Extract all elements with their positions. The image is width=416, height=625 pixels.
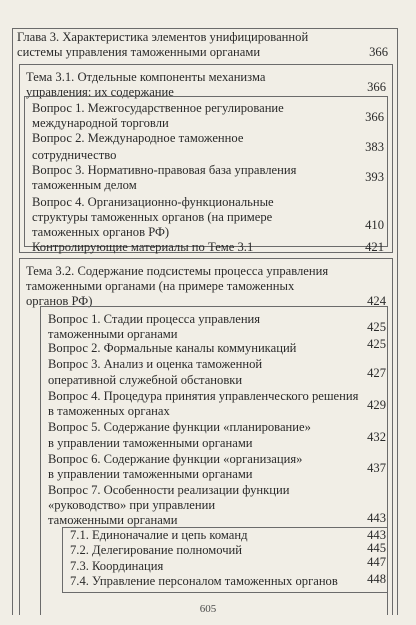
topic1-title-line-1: Тема 3.1. Отдельные компоненты механизма bbox=[26, 70, 266, 84]
t1-q3-line-2: таможенным делом bbox=[32, 178, 137, 192]
sub-7-4: 7.4. Управление персоналом таможенных органов bbox=[70, 574, 338, 588]
t2-q7-line-1: Вопрос 7. Особенности реализации функции bbox=[48, 483, 290, 497]
t2-q5-line-2: в управлении таможенными органами bbox=[48, 436, 253, 450]
t2-q4-line-2: в таможенных органах bbox=[48, 404, 170, 418]
page-number: 605 bbox=[199, 603, 217, 615]
t1-q4-line-2: структуры таможенных органов (на примере bbox=[32, 210, 273, 224]
chapter-title-line-1: Глава 3. Характеристика элементов унифицированной bbox=[17, 30, 309, 44]
topic2-title-line-2: таможенными органами (на примере таможенных bbox=[26, 279, 295, 293]
t2-q1-line-2: таможенными органами bbox=[48, 327, 178, 341]
t2-q6-line-1: Вопрос 6. Содержание функции «организация» bbox=[48, 452, 303, 466]
t1-q4-page: 410 bbox=[365, 218, 384, 232]
sub-7-2: 7.2. Делегирование полномочий bbox=[70, 543, 243, 557]
sub-7-1-page: 443 bbox=[367, 528, 386, 542]
t2-q7-line-3: таможенными органами bbox=[48, 513, 178, 527]
t2-q4-line-1: Вопрос 4. Процедура принятия управленческого решения bbox=[48, 389, 359, 403]
t2-q1-line-1: Вопрос 1. Стадии процесса управления bbox=[48, 312, 261, 326]
t1-q3-line-1: Вопрос 3. Нормативно-правовая база управления bbox=[32, 163, 297, 177]
t1-control-page: 421 bbox=[365, 240, 384, 254]
t2-q7-page: 443 bbox=[367, 511, 386, 525]
topic1-title-line-2: управления: их содержание bbox=[26, 85, 174, 99]
t2-q2-line-1: Вопрос 2. Формальные каналы коммуникаций bbox=[48, 341, 297, 355]
topic1-page: 366 bbox=[367, 80, 386, 94]
t1-q1-line-2: международной торговли bbox=[32, 116, 169, 130]
topic2-page: 424 bbox=[367, 294, 386, 308]
t1-q1-page: 366 bbox=[365, 110, 384, 124]
topic2-title-line-3: органов РФ) bbox=[26, 294, 93, 308]
topic2-title-line-1: Тема 3.2. Содержание подсистемы процесса управления bbox=[26, 264, 329, 278]
t1-q4-line-3: таможенных органов РФ) bbox=[32, 225, 170, 239]
t1-q3-page: 393 bbox=[365, 170, 384, 184]
sub-7-4-page: 448 bbox=[367, 572, 386, 586]
chapter-page: 366 bbox=[369, 45, 388, 59]
t1-q4-line-1: Вопрос 4. Организационно-функциональные bbox=[32, 195, 274, 209]
t1-q2-line-2: сотрудничество bbox=[32, 148, 117, 162]
t2-q6-line-2: в управлении таможенными органами bbox=[48, 467, 253, 481]
t2-q2-page: 425 bbox=[367, 337, 386, 351]
sub-7-3: 7.3. Координация bbox=[70, 559, 164, 573]
t2-q3-line-1: Вопрос 3. Анализ и оценка таможенной bbox=[48, 357, 263, 371]
t2-q5-line-1: Вопрос 5. Содержание функции «планирование» bbox=[48, 420, 311, 434]
t2-q1-page: 425 bbox=[367, 320, 386, 334]
sub-7-3-page: 447 bbox=[367, 555, 386, 569]
t2-q7-line-2: «руководство» при управлении bbox=[48, 498, 216, 512]
t1-control-materials: Контролирующие материалы по Теме 3.1 bbox=[32, 240, 254, 254]
sub-7-2-page: 445 bbox=[367, 541, 386, 555]
t1-q1-line-1: Вопрос 1. Межгосударственное регулирование bbox=[32, 101, 284, 115]
chapter-title-line-2: системы управления таможенными органами bbox=[17, 45, 261, 59]
t1-q2-page: 383 bbox=[365, 140, 384, 154]
t2-q5-page: 432 bbox=[367, 430, 386, 444]
sub-7-1: 7.1. Единоначалие и цепь команд bbox=[70, 528, 248, 542]
t2-q3-page: 427 bbox=[367, 366, 386, 380]
t2-q3-line-2: оперативной служебной обстановки bbox=[48, 373, 243, 387]
t1-q2-line-1: Вопрос 2. Международное таможенное bbox=[32, 131, 244, 145]
t2-q6-page: 437 bbox=[367, 461, 386, 475]
t2-q4-page: 429 bbox=[367, 398, 386, 412]
